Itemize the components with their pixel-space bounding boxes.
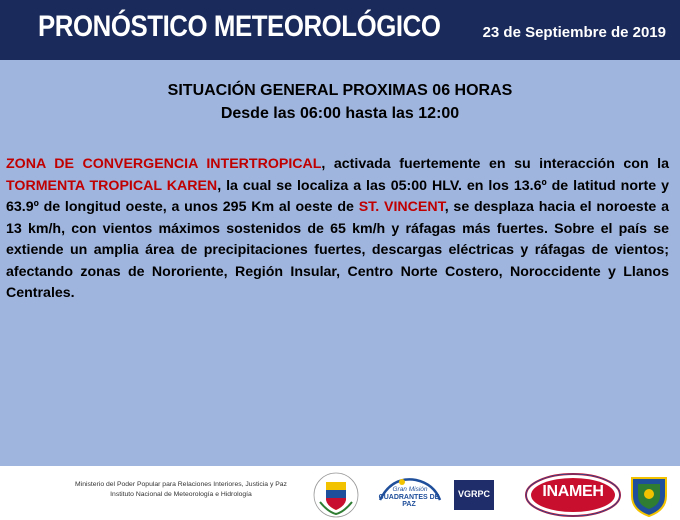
coat-of-arms-logo xyxy=(312,472,360,518)
ministry-line-1: Ministerio del Poder Popular para Relaciones Interiores, Justicia y Paz xyxy=(75,481,287,488)
page-title: PRONÓSTICO METEOROLÓGICO xyxy=(38,10,441,43)
inameh-label: INAMEH xyxy=(542,483,604,500)
bulletin-date: 23 de Septiembre de 2019 xyxy=(482,24,666,41)
bulletin-text-3: , se desplaza hacia el noroeste a 13 km/h, con vientos máximos sostenidos de 65 km/h y ráfagas más fuertes. Sobre el país se extiende un amplia área de precipitaciones fuertes, descargas eléctricas y ráfagas de vientos; afectando zonas de Nororiente, Región Insular, Centro Norte Costero, Noroccidente y Llanos Centrales. xyxy=(6,199,669,301)
forecast-period: Desde las 06:00 hasta las 12:00 xyxy=(220,105,460,122)
bulletin-text-1: , activada fuertemente en su interacción con la xyxy=(321,156,669,172)
highlight-itcz: ZONA DE CONVERGENCIA INTERTROPICAL xyxy=(6,156,322,172)
shield-logo xyxy=(628,472,670,518)
situation-title: SITUACIÓN GENERAL PROXIMAS 06 HORAS xyxy=(167,82,513,99)
cuadrantes-label: CUADRANTES DE PAZ xyxy=(378,494,440,508)
highlight-location: ST. VINCENT xyxy=(358,199,445,215)
gran-mision-logo xyxy=(372,470,448,516)
bulletin-text-2: , la cual se localiza a las 05:00 HLV. en los 13.6º de latitud norte y 63.9º de longitud oeste, a unos 295 Km al oeste de xyxy=(6,177,669,215)
ministry-credit xyxy=(68,480,294,500)
ministry-line-2: Instituto Nacional de Meteorología e Hidrología xyxy=(110,491,252,498)
highlight-storm-name: TORMENTA TROPICAL KAREN xyxy=(6,177,218,194)
bulletin-paragraph xyxy=(6,154,669,305)
gran-mision-label: Gran Misión xyxy=(392,486,428,493)
vgrpc-label: VGRPC xyxy=(457,489,490,499)
